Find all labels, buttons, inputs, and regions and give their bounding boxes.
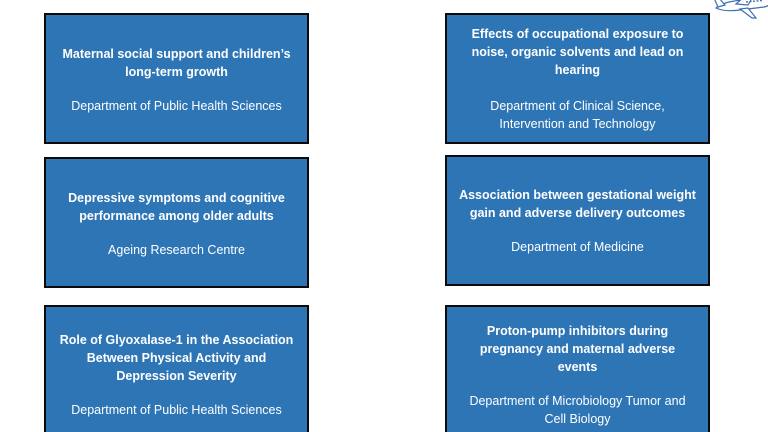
- airplane-icon: [712, 0, 768, 20]
- project-title: Role of Glyoxalase-1 in the Association Between Physical Activity and Depression Severity: [59, 333, 294, 383]
- project-title: Proton-pump inhibitors during pregnancy and maternal adverse events: [479, 324, 676, 374]
- project-title: Maternal social support and children’s long-term growth: [62, 46, 291, 79]
- project-department: Department of Microbiology Tumor and Cell Biology: [469, 394, 686, 426]
- project-title: Association between gestational weight gain and adverse delivery outcomes: [459, 187, 696, 220]
- project-department: Department of Clinical Science, Intervention and Technology: [490, 98, 665, 131]
- project-card-occupational-exposure: [445, 13, 710, 144]
- project-title: Depressive symptoms and cognitive performance among older adults: [68, 190, 285, 223]
- project-card-gestational-weight: [445, 155, 710, 286]
- project-card-maternal-social-support: [44, 13, 309, 144]
- project-card-proton-pump: [445, 305, 710, 432]
- project-department: Department of Medicine: [511, 239, 644, 254]
- project-card-depressive-symptoms: [44, 157, 309, 288]
- project-department: Ageing Research Centre: [108, 242, 245, 257]
- project-department: Department of Public Health Sciences: [71, 98, 282, 113]
- project-card-glyoxalase: [44, 305, 309, 432]
- project-department: Department of Public Health Sciences: [71, 403, 282, 417]
- project-title: Effects of occupational exposure to noise, organic solvents and lead on hearing: [471, 26, 684, 77]
